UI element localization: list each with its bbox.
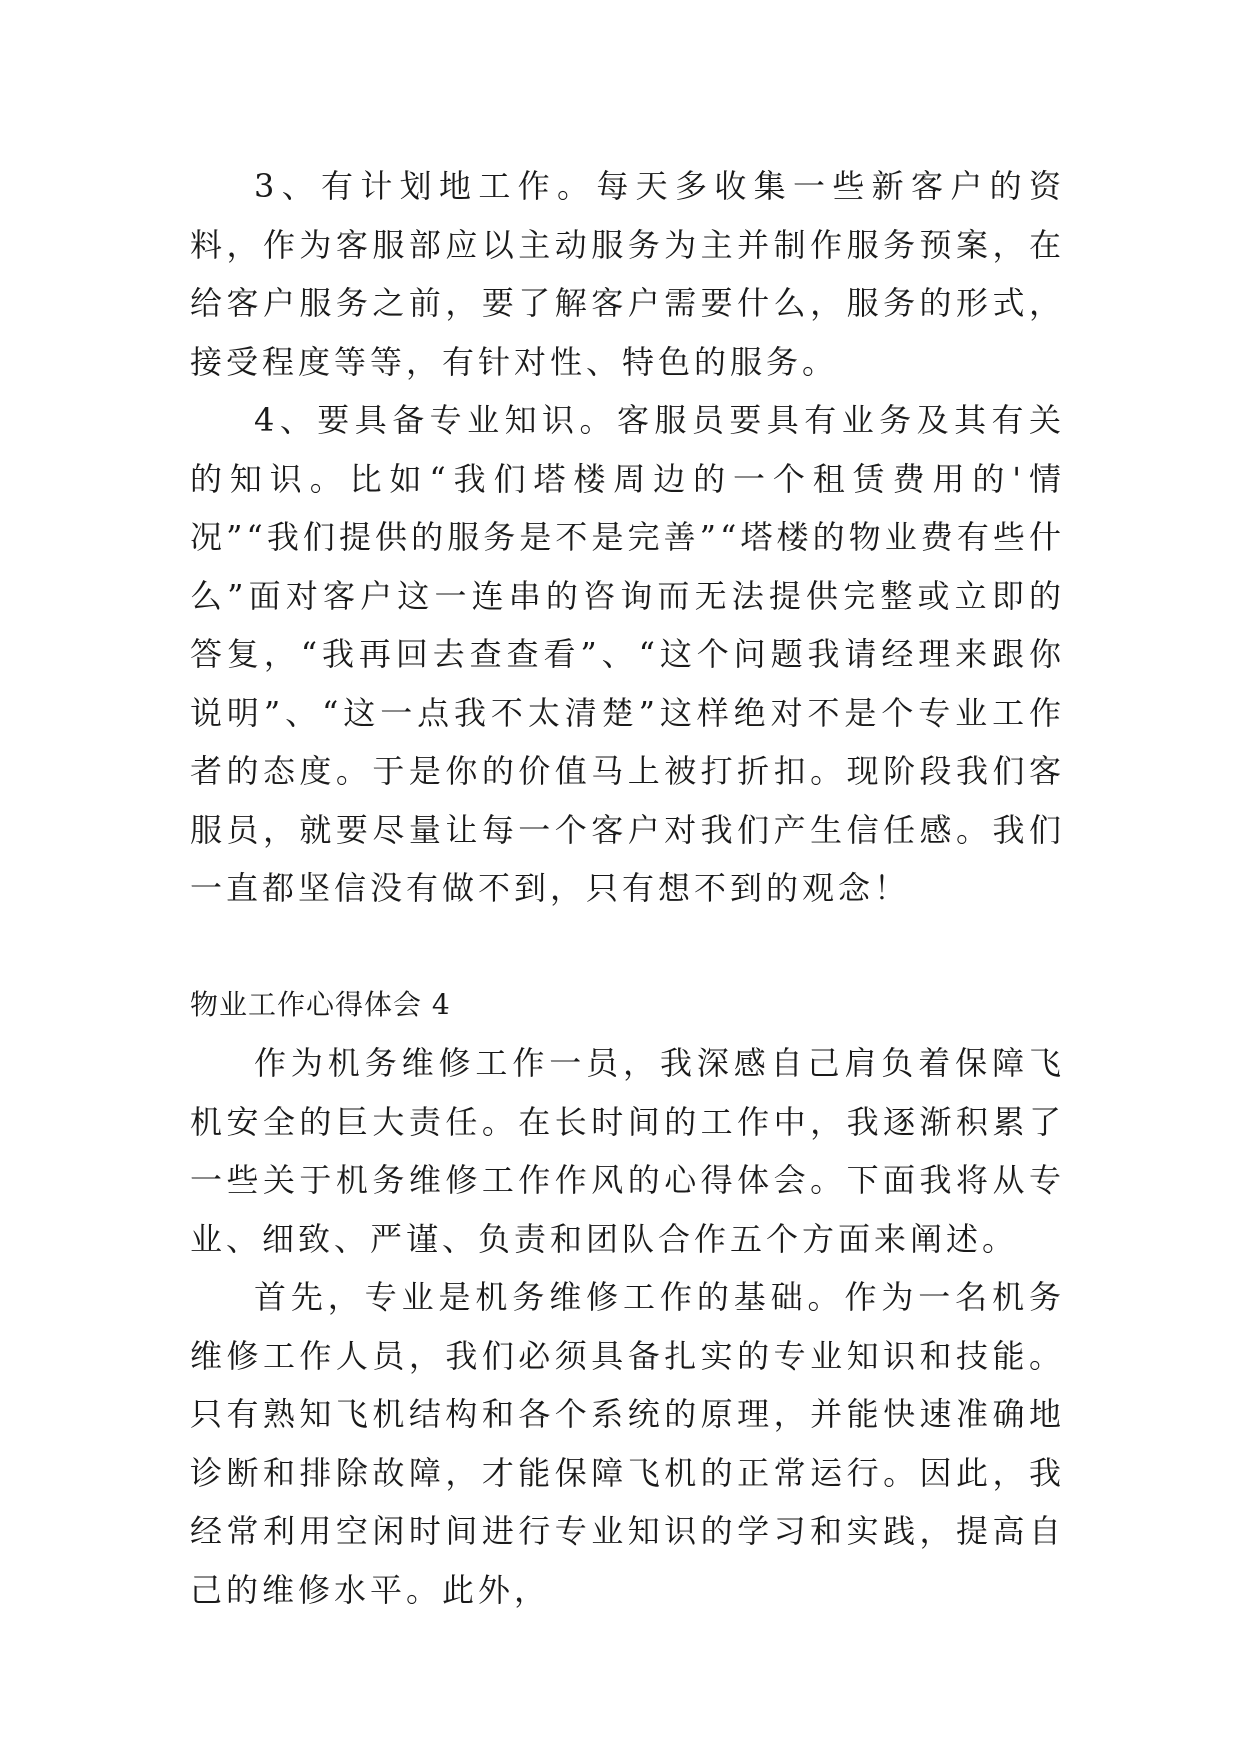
document-body <box>190 157 1065 1619</box>
paragraph-maintenance-intro: 作为机务维修工作一员，我深感自己肩负着保障飞机安全的巨大责任。在长时间的工作中，我逐渐积累了一些关于机务维修工作作风的心得体会。下面我将从专业、细致、严谨、负责和团队合作五个方面来阐述。 <box>190 1044 1065 1258</box>
paragraph-professional-knowledge: 4、要具备专业知识。客服员要具有业务及其有关的知识。比如“我们塔楼周边的一个租赁费用的'情况”“我们提供的服务是不是完善”“塔楼的物业费有些什么”面对客户这一连串的咨询而无法提供完整或立即的答复，“我再回去查查看”、“这个问题我请经理来跟你说明”、“这一点我不太清楚”这样绝对不是个专业工作者的态度。于是你的价值马上被打折扣。现阶段我们客服员，就要尽量让每一个客户对我们产生信任感。我们一直都坚信没有做不到，只有想不到的观念！ <box>190 401 1065 907</box>
section-title: 物业工作心得体会 4 <box>190 987 451 1021</box>
paragraph-maintenance-professional: 首先，专业是机务维修工作的基础。作为一名机务维修工作人员，我们必须具备扎实的专业知识和技能。只有熟知飞机结构和各个系统的原理，并能快速准确地诊断和排除故障，才能保障飞机的正常运行。因此，我经常利用空闲时间进行专业知识的学习和实践，提高自己的维修水平。此外， <box>190 1278 1065 1609</box>
paragraph-planning: 3、有计划地工作。每天多收集一些新客户的资料，作为客服部应以主动服务为主并制作服务预案，在给客户服务之前，要了解客户需要什么，服务的形式，接受程度等等，有针对性、特色的服务。 <box>190 167 1065 381</box>
